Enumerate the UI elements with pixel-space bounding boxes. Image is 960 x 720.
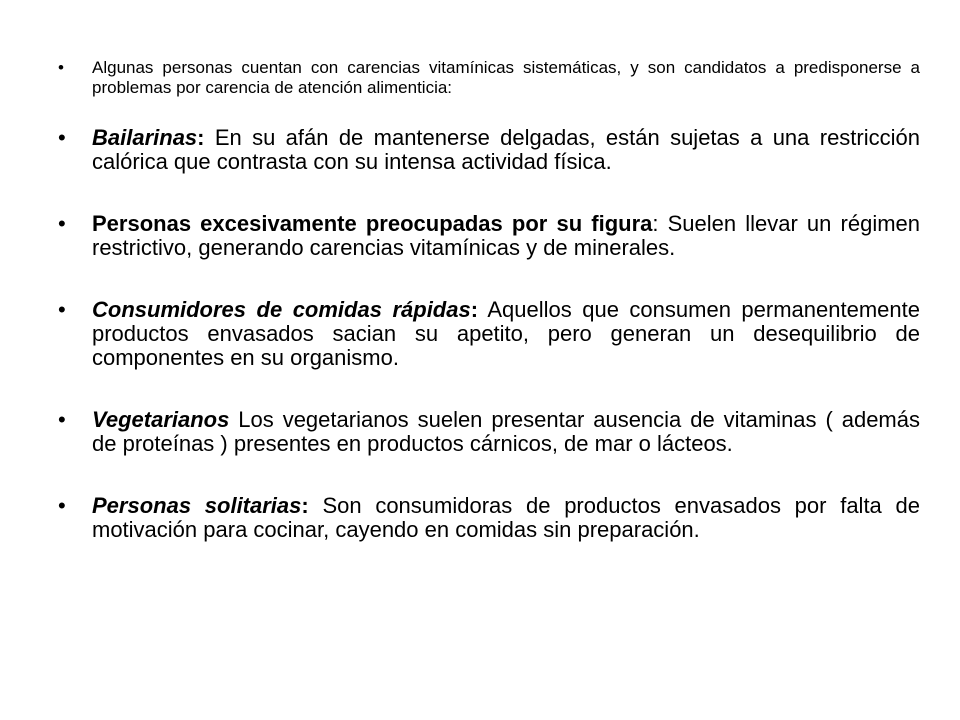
term-personas-preocupadas: Personas excesivamente preocupadas por su figura xyxy=(92,211,653,236)
intro-text: Algunas personas cuentan con carencias vitamínicas sistemáticas, y son candidatos a predisponerse a problemas por carencia de atención alimenticia: xyxy=(92,58,920,97)
bullet-dot: • xyxy=(58,407,66,432)
term-separator: : xyxy=(301,493,309,518)
bullet-dot: • xyxy=(58,58,64,77)
bullet-item-consumidores-comidas-rapidas xyxy=(58,298,920,370)
intro-bullet-item xyxy=(58,58,920,98)
bullet-item-personas-preocupadas xyxy=(58,212,920,260)
term-personas-solitarias: Personas solitarias xyxy=(92,493,302,518)
item-text: Aquellos que consumen permanentemente productos envasados sacian su apetito, pero generan un desequilibrio de componentes en su organismo. xyxy=(92,297,920,370)
bullet-list xyxy=(58,58,920,580)
term-vegetarianos: Vegetarianos xyxy=(92,407,230,432)
bullet-item-vegetarianos xyxy=(58,408,920,456)
term-separator: : xyxy=(470,297,479,322)
term-consumidores: Consumidores de comidas rápidas xyxy=(92,297,471,322)
term-separator: : xyxy=(652,211,659,236)
bullet-item-personas-solitarias xyxy=(58,494,920,542)
bullet-item-bailarinas xyxy=(58,126,920,174)
bullet-dot: • xyxy=(58,297,66,322)
item-text: Suelen llevar un régimen restrictivo, generando carencias vitamínicas y de minerales. xyxy=(92,211,921,260)
bullet-dot: • xyxy=(58,125,66,150)
item-text: Son consumidoras de productos envasados por falta de motivación para cocinar, cayendo en comidas sin preparación. xyxy=(92,493,920,542)
bullet-dot: • xyxy=(58,211,66,236)
term-separator: : xyxy=(197,125,205,150)
bullet-dot: • xyxy=(58,493,66,518)
term-bailarinas: Bailarinas xyxy=(92,125,198,150)
item-text: Los vegetarianos suelen presentar ausencia de vitaminas ( además de proteínas ) presentes en productos cárnicos, de mar o lácteos. xyxy=(92,407,920,456)
item-text: En su afán de mantenerse delgadas, están sujetas a una restricción calórica que contrasta con su intensa actividad física. xyxy=(92,125,920,174)
